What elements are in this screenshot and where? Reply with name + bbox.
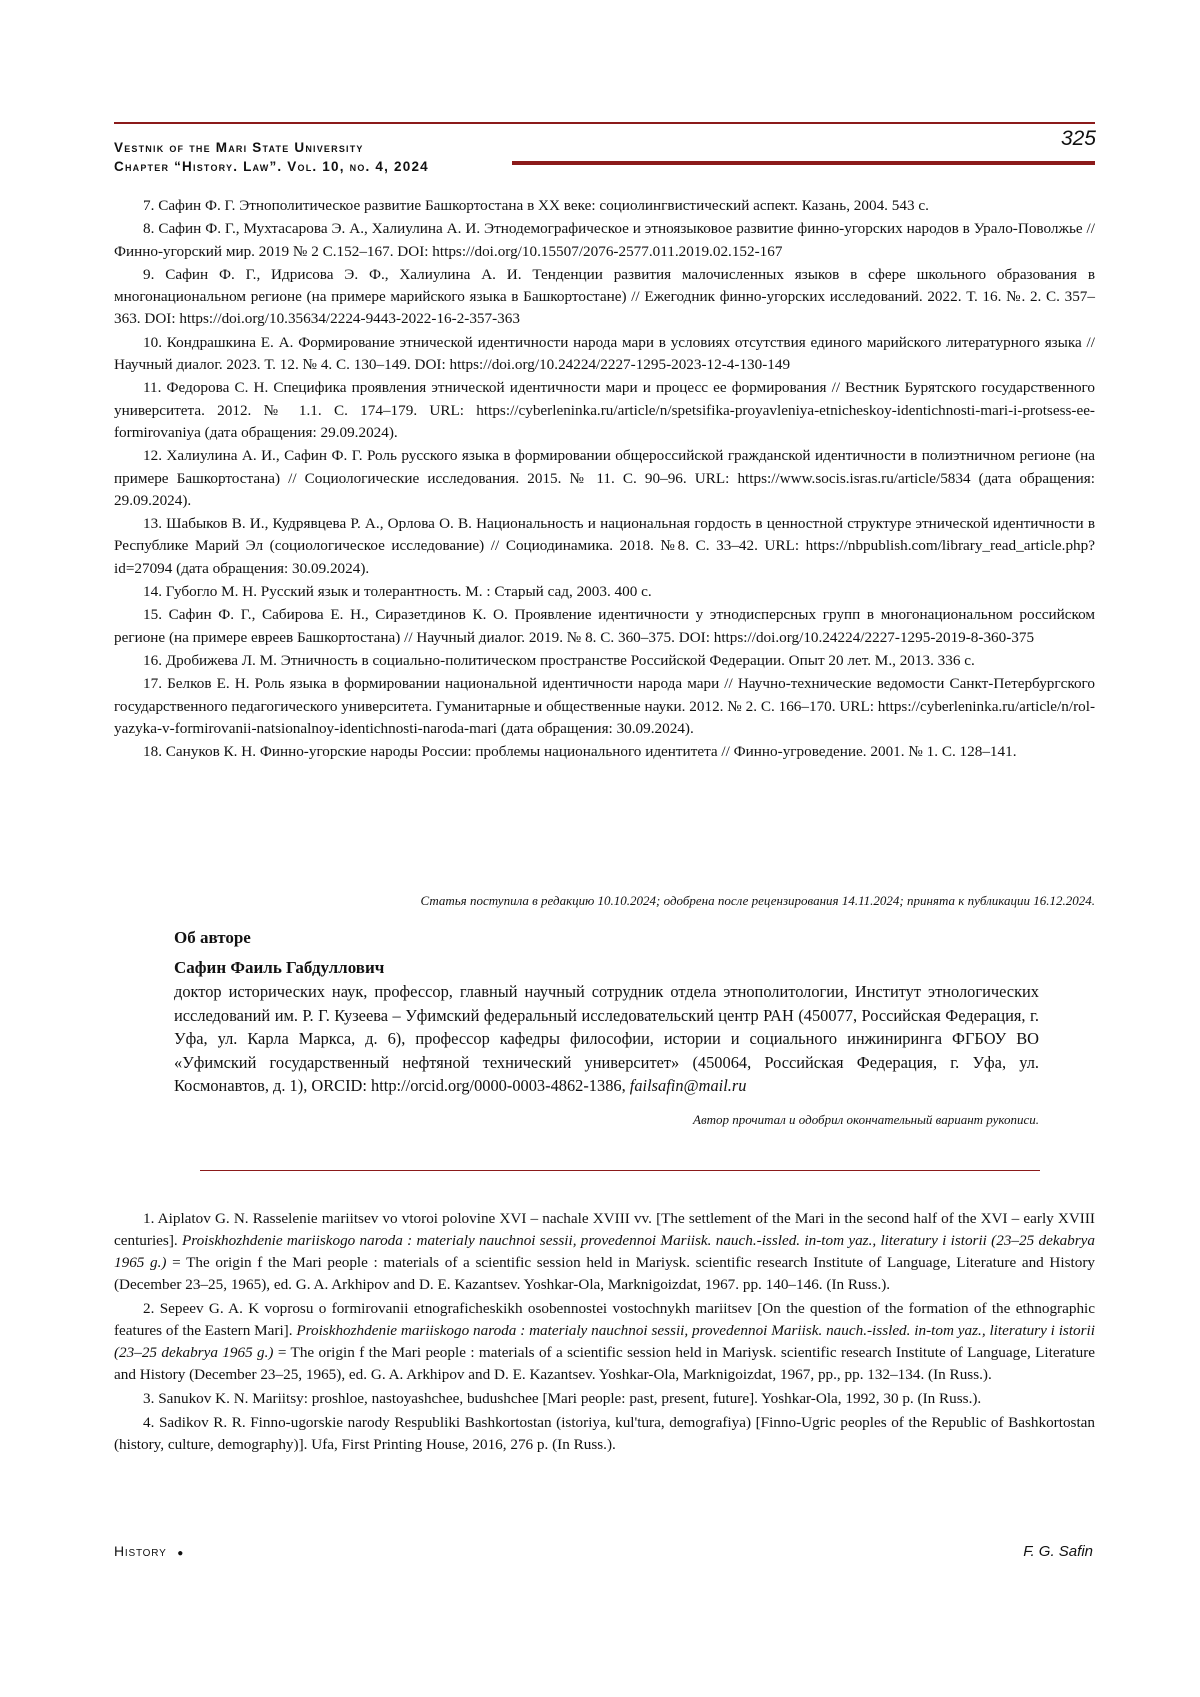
footer-author: F. G. Safin bbox=[1023, 1543, 1093, 1560]
section-divider bbox=[200, 1170, 1040, 1171]
about-heading: Об авторе bbox=[174, 928, 251, 947]
author-bio bbox=[174, 980, 1039, 1098]
reference-item: 16. Дробижева Л. М. Этничность в социально-политическом пространстве Российской Федерации. Опыт 20 лет. М., 2013. 336 с. bbox=[143, 651, 975, 669]
reference-item: 12. Халиулина А. И., Сафин Ф. Г. Роль русского языка в формировании общероссийской гражданской идентичности в полиэтничном регионе (на примере Башкортостана) // Социологические исследования. 2015. № 11. С. 90–96. URL: https://www.socis.isras.ru/article/5834 (дата обращения: 29.09.2024). bbox=[114, 447, 1095, 509]
reference-item: 18. Сануков К. Н. Финно-угорские народы России: проблемы национального идентитета // Финно-угроведение. 2001. № 1. С. 128–141. bbox=[143, 743, 1017, 761]
reference-item: 11. Федорова С. Н. Специфика проявления этнической идентичности мари и процесс ее формирования // Вестник Бурятского государственного университета. 2012. № 1.1. С. 174–179. URL: https://cyberleninka.ru/article/n/spetsifika-proyavleniya-etnicheskoy-identichnosti-mari-i-protsess-ee-formirovaniya (дата обращения: 29.09.2024). bbox=[114, 379, 1095, 441]
reference-item: 13. Шабыков В. И., Кудрявцева Р. А., Орлова О. В. Национальность и национальная гордость в ценностной структуре этнической идентичности в Республике Марий Эл (социологическое исследование) // Социодинамика. 2018. №8. С. 33–42. URL: https://nbpublish.com/library_read_article.php?id=27094 (дата обращения: 30.09.2024). bbox=[114, 515, 1095, 577]
author-email: failsafin@mail.ru bbox=[629, 1076, 747, 1095]
header-bar bbox=[512, 161, 1095, 165]
reference-item: 7. Сафин Ф. Г. Этнополитическое развитие Башкортостана в XX веке: социолингвистический аспект. Казань, 2004. 543 с. bbox=[143, 197, 929, 214]
received-note: Статья поступила в редакцию 10.10.2024; одобрена после рецензирования 14.11.2024; принята к публикации 16.12.2024. bbox=[420, 893, 1095, 908]
reference-item: 2. Sepeev G. A. K voprosu o formirovanii etnograficheskikh osobennostei vostochnykh mariitsev [On the question of the formation of the ethnographic features of the Eastern Mari]. Proiskhozhdenie mariiskogo naroda : materialy nauchnoi sessii, provedennoi Mariisk. nauch.-issled. in-tom yaz., literatury i istorii (23–25 dekabrya 1965 g.) = The origin f the Mari people : materials of a scientific session held in Mariysk. scientific research Institute of Language, Literature and History (December 23–25, 1965), ed. G. A. Arkhipov and D. E. Kazantsev. Yoshkar-Ola, Marknigoizdat, 1967, pp., pp. 132–134. (In Russ.). bbox=[114, 1300, 1096, 1383]
reference-item: 15. Сафин Ф. Г., Сабирова Е. Н., Сиразетдинов К. О. Проявление идентичности у этнодисперсных групп в многонациональном российском регионе (на примере евреев Башкортостана) // Научный диалог. 2019. № 8. С. 360–375. DOI: https://doi.org/10.24224/2227-1295-2019-8-360-375 bbox=[114, 606, 1095, 646]
page-number: 325 bbox=[1060, 127, 1096, 150]
reference-item: 10. Кондрашкина Е. А. Формирование этнической идентичности народа мари в условиях отсутствия единого марийского литературного языка // Научный диалог. 2023. Т. 12. № 4. С. 130–149. DOI: https://doi.org/10.24224/2227-1295-2023-12-4-130-149 bbox=[114, 333, 1095, 374]
header-top-rule bbox=[114, 122, 1095, 124]
references-en bbox=[114, 1208, 1095, 1456]
footer-section-label: History bbox=[114, 1543, 167, 1559]
reference-item: 14. Губогло М. Н. Русский язык и толерантность. М. : Старый сад, 2003. 400 с. bbox=[143, 583, 652, 601]
reference-item: 9. Сафин Ф. Г., Идрисова Э. Ф., Халиулина А. И. Тенденции развития малочисленных языков в сфере школьного образования в многонациональном регионе (на примере марийского языка в Башкортостане) // Ежегодник финно-угорских исследований. 2022. Т. 16. №. 2. С. 357–363. DOI: https://doi.org/10.35634/2224-9443-2022-16-2-357-363 bbox=[114, 265, 1095, 328]
footer-section bbox=[114, 1543, 184, 1559]
references-ru bbox=[114, 195, 1095, 763]
author-name: Сафин Фаиль Габдуллович bbox=[174, 958, 385, 977]
author-bio-text: доктор исторических наук, профессор, главный научный сотрудник отдела этнополитологии, Институт этнологических исследований им. Р. Г. Кузеева – Уфимский федеральный исследовательский центр РАН (450077, Российская Федерация, г. Уфа, ул. Карла Маркса, д. 6), профессор кафедры философии, истории и социального инжиниринга ФГБОУ ВО «Уфимский государственный нефтяной технический университет» (450064, Российская Федерация, г. Уфа, ул. Космонавтов, д. 1), ORCID: http://orcid.org/0000-0003-4862-1386, bbox=[174, 982, 1039, 1095]
reference-item: 17. Белков Е. Н. Роль языка в формировании национальной идентичности народа мари // Научно-технические ведомости Санкт-Петербургского государственного педагогического университета. Гуманитарные и общественные науки. 2012. № 2. С. 166–170. URL: https://cyberleninka.ru/article/n/rol-yazyka-v-formirovanii-natsionalnoy-identichnosti-naroda-mari (дата обращения: 30.09.2024). bbox=[114, 675, 1095, 737]
journal-header bbox=[114, 138, 429, 176]
bullet-icon: ● bbox=[177, 1548, 185, 1559]
reference-item: 4. Sadikov R. R. Finno-ugorskie narody Respubliki Bashkortostan (istoriya, kul'tura, demografiya) [Finno-Ugric peoples of the Republic of Bashkortostan (history, culture, demography)]. Ufa, First Printing House, 2016, 276 p. (In Russ.). bbox=[114, 1414, 1095, 1453]
reference-item: 1. Aiplatov G. N. Rasselenie mariitsev vo vtoroi polovine XVI – nachale XVIII vv. [The settlement of the Mari in the second half of the XVI – early XVIII centuries]. Proiskhozhdenie mariiskogo naroda : materialy nauchnoi sessii, provedennoi Mariisk. nauch.-issled. in-tom yaz., literatury i istorii (23–25 dekabrya 1965 g.) = The origin f the Mari people : materials of a scientific session held in Mariysk. scientific research Institute of Language, Literature and History (December 23–25, 1965), ed. G. A. Arkhipov and D. E. Kazantsev. Yoshkar-Ola, Marknigoizdat, 1967. pp. 140–146. (In Russ.). bbox=[114, 1210, 1095, 1293]
reference-item: 3. Sanukov K. N. Mariitsy: proshloe, nastoyashchee, budushchee [Mari people: past, present, future]. Yoshkar-Ola, 1992, 30 p. (In Russ.). bbox=[143, 1390, 982, 1407]
journal-title: Vestnik of the Mari State University bbox=[114, 140, 364, 155]
journal-issue: Chapter “History. Law”. Vol. 10, no. 4, 2024 bbox=[114, 159, 429, 174]
about-author bbox=[174, 928, 1039, 1128]
reference-item: 8. Сафин Ф. Г., Мухтасарова Э. А., Халиулина А. И. Этнодемографическое и этноязыковое развитие финно-угорских народов в Урало-Поволжье // Финно-угорский мир. 2019 № 2 С.152–167. DOI: https://doi.org/10.15507/2076-2577.011.2019.02.152-167 bbox=[114, 220, 1095, 260]
approved-note: Автор прочитал и одобрил окончательный вариант рукописи. bbox=[693, 1111, 1039, 1127]
